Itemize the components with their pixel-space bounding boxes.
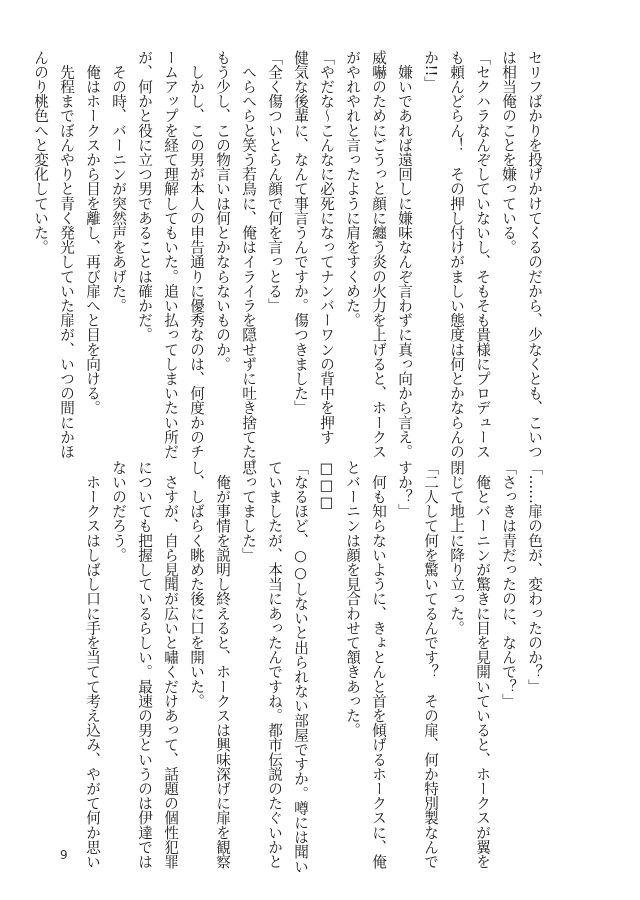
text-line: 俺とバーニンが驚きに目を見開いていると、ホークスが翼を xyxy=(474,460,491,869)
text-line: 先程までぼんやりと青く発光していた扉が、いつの間にかほ xyxy=(58,50,75,459)
text-line: セリフばかりを投げかけてくるのだから、少なくとも、こいつ xyxy=(526,50,543,459)
text-line: 健気な後輩に、なんて事言うんですか。傷つきました」 xyxy=(292,50,309,415)
text-line: もう少し、この物言いは何とかならないものか。 xyxy=(214,50,231,372)
text-block-bottom xyxy=(79,460,547,874)
text-line: 俺はホークスから目を離し、再び扉へと目を向ける。 xyxy=(84,50,101,415)
text-line: 威嚇のためにごうっと顔に纏う炎の火力を上げると、ホークス xyxy=(370,50,387,459)
text-line: とバーニンは顔を見合わせて頷きあった。 xyxy=(344,460,361,738)
text-line: し、しばらく眺めた後に口を開いた。 xyxy=(188,460,205,709)
text-line: 「なるほど、○○しないと出られない部屋ですか。噂には聞い xyxy=(292,460,309,874)
text-block-top xyxy=(27,50,547,474)
text-line: 「二人して何を驚いてるんです？ その扉、何か特別製なんで xyxy=(422,460,439,869)
text-line: 「セクハラなんぞしていないし、そもそも貴様にプロデュース xyxy=(474,50,491,459)
text-line: がやれやれと言ったように肩をすくめた。 xyxy=(344,50,361,328)
text-line: が、何かと役に立つ男であることは確かだ。 xyxy=(136,50,153,342)
text-line: 何も知らないように、きょとんと首を傾げるホークスに、俺 xyxy=(370,460,387,869)
text-line: へらへらと笑う若鳥に、俺はイライラを隠せずに吐き捨てた。 xyxy=(240,50,257,474)
text-line: ないのだろう。 xyxy=(110,460,127,563)
text-line: 「さっきは青だったのに、なんで？」 xyxy=(500,460,517,709)
text-line: □□□ xyxy=(318,460,335,511)
text-line: 思ってました」 xyxy=(240,460,257,563)
text-line: 「全く傷ついとらん顔で何を言っとる」 xyxy=(266,50,283,313)
text-line: ホークスはしばし口に手を当てて考え込み、やがて何か思い xyxy=(84,460,101,869)
text-line: は相当俺のことを嫌っている。 xyxy=(500,50,517,255)
text-line: 俺が事情を説明し終えると、ホークスは興味深げに扉を観察 xyxy=(214,460,231,869)
text-line: 「やだな～こんなに必死になってナンバーワンの背中を押す xyxy=(318,50,335,445)
text-line: ームアップを経て理解してもいた。追い払ってしまいたい所だ xyxy=(162,50,179,459)
text-line: すか？」 xyxy=(396,460,413,519)
text-line: 嫌いであれば遠回しに嫌味なんぞ言わずに真っ向から言え。 xyxy=(396,50,413,459)
text-line: しかし、この男が本人の申告通りに優秀なのは、何度かのチ xyxy=(188,50,205,459)
text-line: についても把握しているらしい。最速の男というのは伊達では xyxy=(136,460,153,869)
text-line: も頼んどらん！ その押し付けがましい態度は何とかならんの xyxy=(448,50,465,459)
text-line: ていましたが、本当にあったんですね。都市伝説のたぐいかと xyxy=(266,460,283,869)
text-line: か!!」 xyxy=(422,50,439,91)
text-line: その時、バーニンが突然声をあげた。 xyxy=(110,50,127,313)
text-line: んのり桃色へと変化していた。 xyxy=(32,50,49,255)
text-line: 閉じて地上に降り立った。 xyxy=(448,460,465,636)
page-number: 9 xyxy=(60,848,68,862)
text-line: さすが、自ら見聞が広いと嘯くだけあって、話題の個性犯罪 xyxy=(162,460,179,869)
text-line: 「……扉の色が、変わったのか？」 xyxy=(526,460,543,694)
